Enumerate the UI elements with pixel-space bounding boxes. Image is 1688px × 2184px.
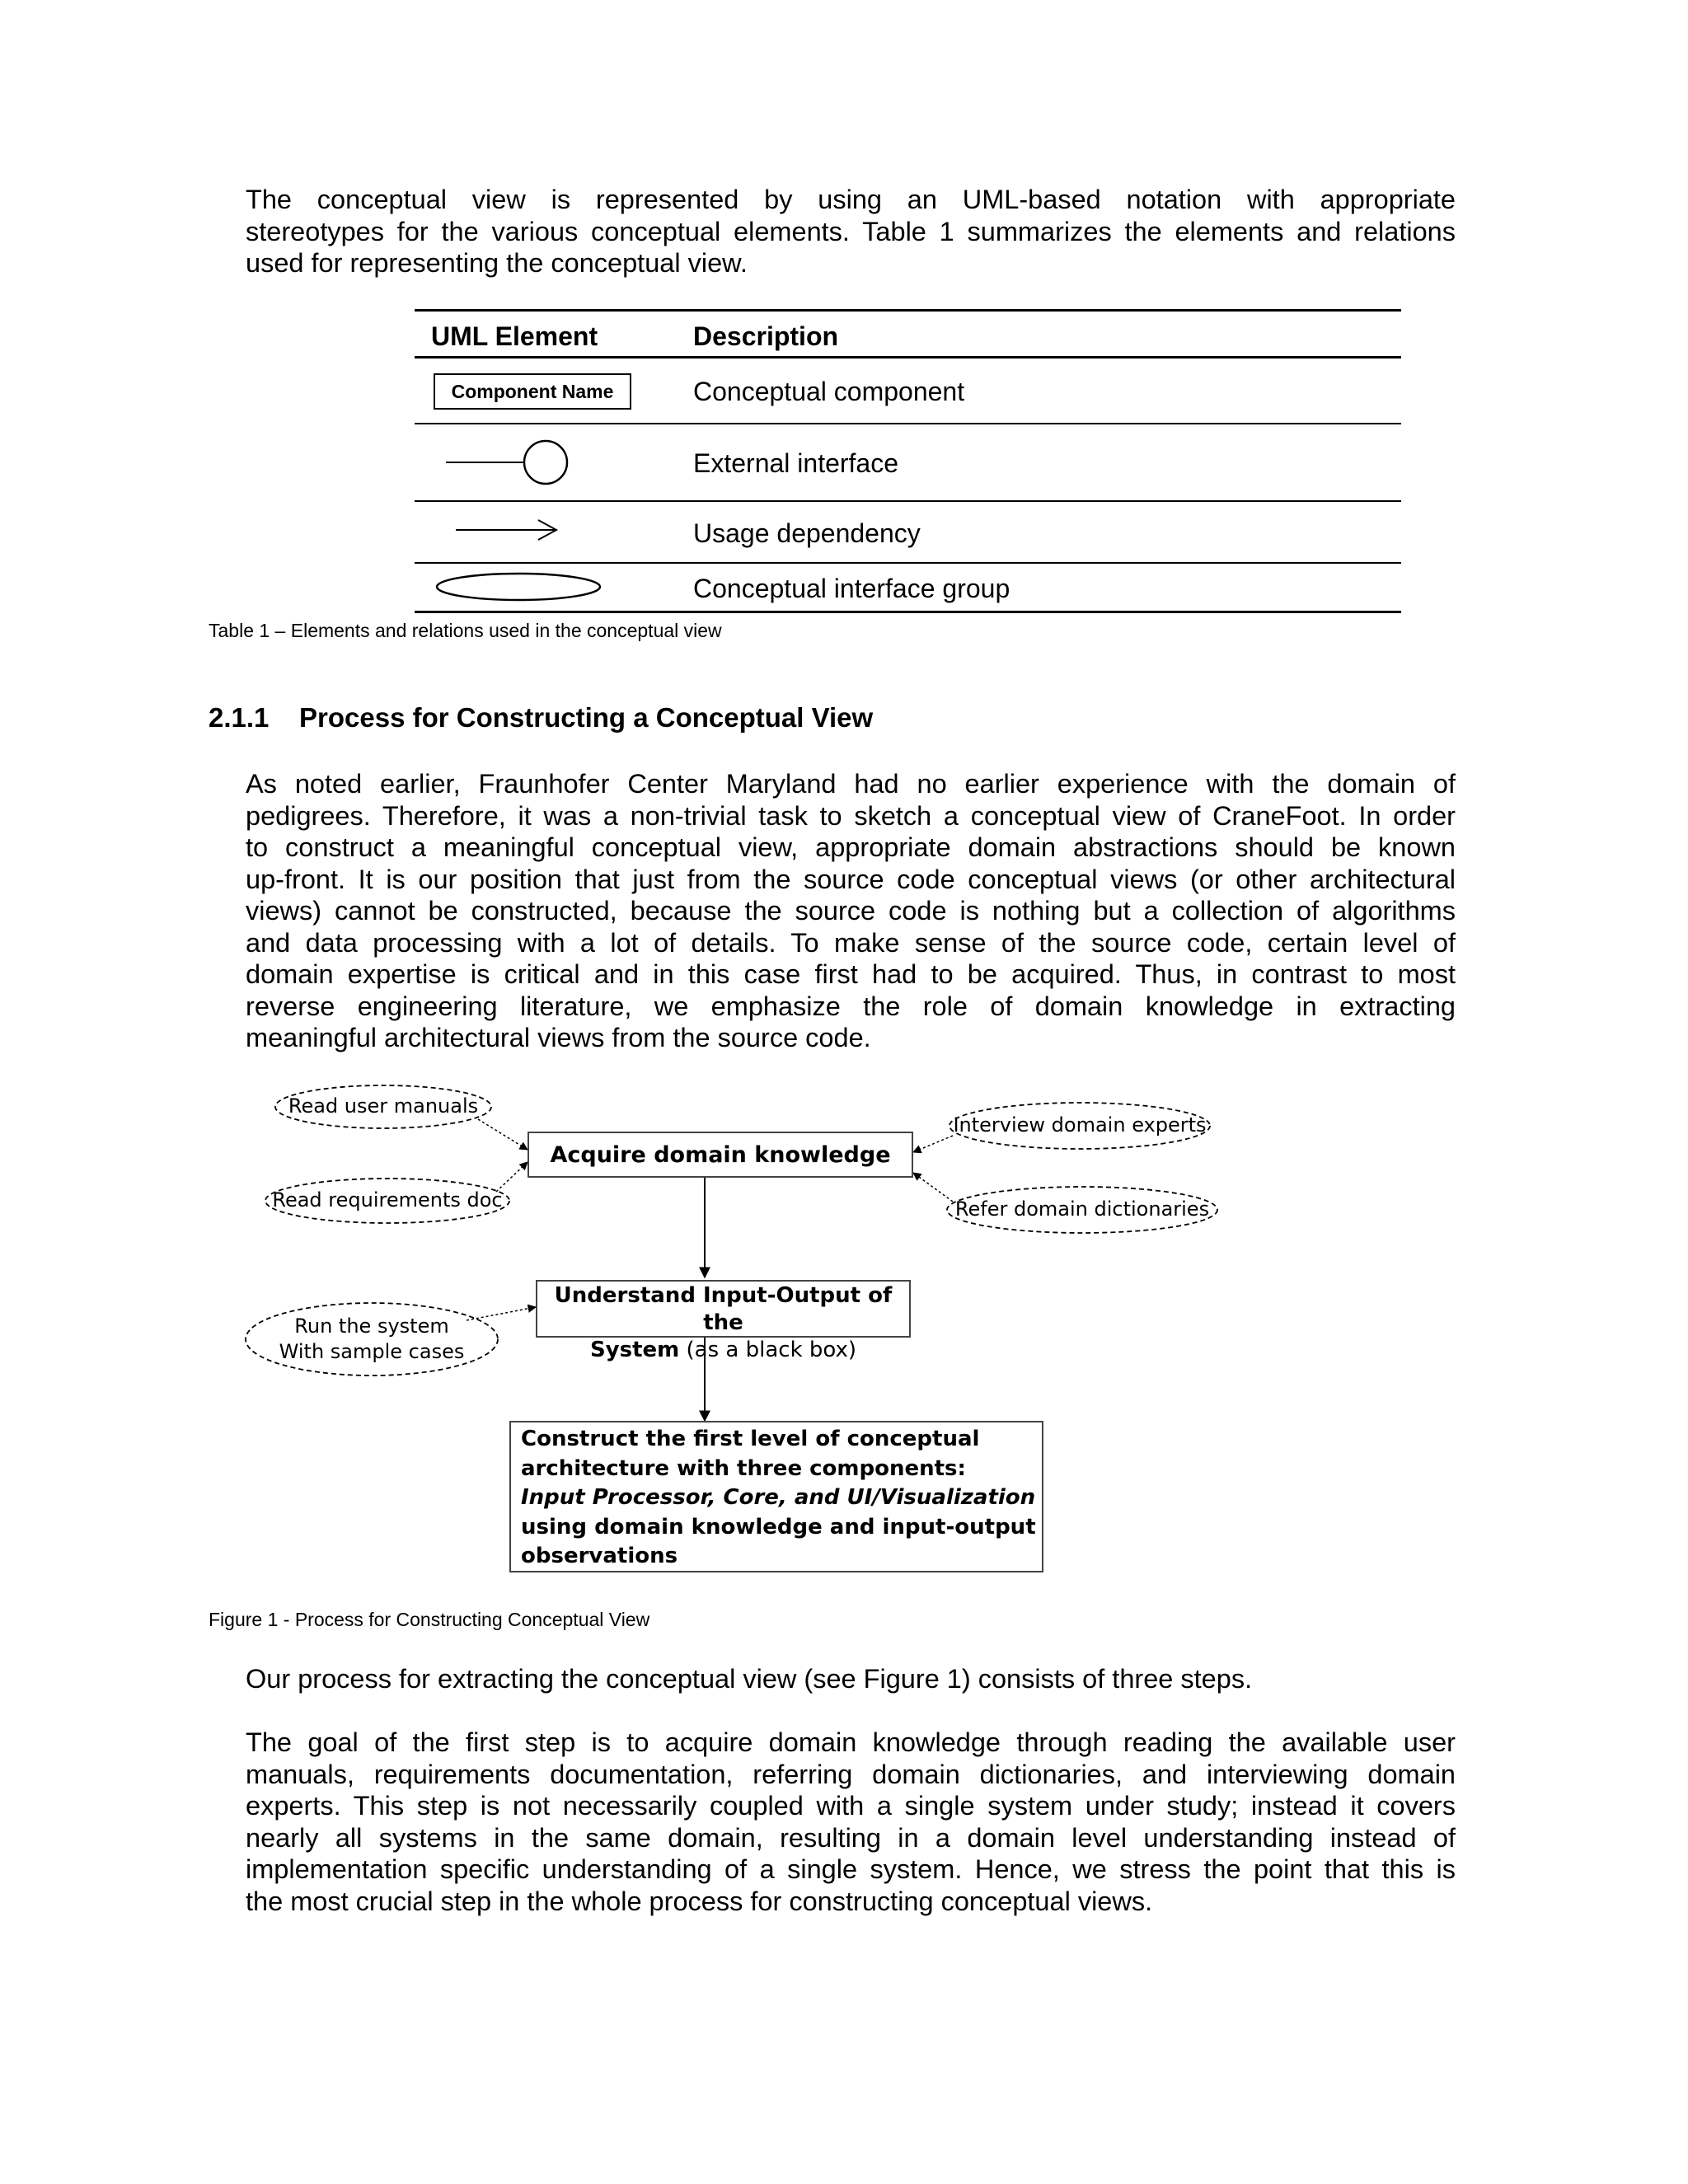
paragraph-line: domain expertise is critical and in this case first had to be acquired. Thus, in contrast to most	[246, 959, 1456, 989]
oval-label: Interview domain experts	[953, 1113, 1207, 1137]
paragraph-line: nearly all systems in the same domain, resulting in a domain level understanding instead of	[246, 1822, 1456, 1853]
table-row-description: Conceptual interface group	[693, 574, 1010, 603]
paragraph-line: the most crucial step in the whole process for constructing conceptual views.	[246, 1886, 1153, 1916]
table-header-uml-element: UML Element	[431, 321, 598, 351]
box-acquire-knowledge: Acquire domain knowledge	[528, 1132, 913, 1178]
box-line-rest: (as a black box)	[679, 1338, 857, 1362]
paragraph-line: implementation specific understanding of a single system. Hence, we stress the point that this is	[246, 1854, 1456, 1884]
oval-label: Refer domain dictionaries	[954, 1197, 1210, 1221]
oval-label: Read user manuals	[288, 1094, 479, 1118]
box-line: Understand Input-Output of the	[554, 1283, 893, 1335]
figure-caption: Figure 1 - Process for Constructing Conceptual View	[209, 1609, 650, 1630]
box-line-bold: System	[589, 1338, 680, 1362]
box-understand-io	[536, 1280, 911, 1362]
oval-label-line: With sample cases	[279, 1340, 465, 1363]
paragraph-line: experts. This step is not necessarily coupled with a single system under study; instead it covers	[246, 1791, 1456, 1821]
box-construct-architecture	[509, 1421, 1043, 1572]
paragraph-line: reverse engineering literature, we emphasize the role of domain knowledge in extracting	[246, 991, 1456, 1021]
table-caption: Table 1 – Elements and relations used in the conceptual view	[209, 620, 722, 641]
table-row-description: External interface	[693, 448, 899, 478]
paragraph-line: up-front. It is our position that just from the source code conceptual views (or other architectural	[246, 864, 1456, 894]
paragraph-line: and data processing with a lot of details. To make sense of the source code, certain level of	[246, 927, 1456, 958]
table-row-description: Usage dependency	[693, 518, 921, 548]
oval-label-line: Run the system	[294, 1315, 449, 1338]
section-number: 2.1.1	[209, 702, 270, 733]
box-line: Input Processor, Core, and UI/Visualization	[521, 1485, 1036, 1510]
paragraph-line: The goal of the first step is to acquire domain knowledge through reading the available user	[246, 1727, 1456, 1757]
oval-label	[246, 1314, 498, 1365]
paragraph-line: Our process for extracting the conceptual view (see Figure 1) consists of three steps.	[246, 1664, 1253, 1694]
box-line: observations	[521, 1544, 678, 1568]
table-row-description: Conceptual component	[693, 377, 965, 406]
oval-label: Read requirements doc	[272, 1188, 503, 1212]
connector-manuals	[478, 1119, 528, 1150]
connector-experts	[913, 1136, 953, 1152]
paragraph-line: meaningful architectural views from the source code.	[246, 1023, 871, 1052]
section-title: Process for Constructing a Conceptual View	[299, 702, 874, 733]
box-line: Construct the first level of conceptual	[521, 1427, 980, 1451]
paragraph-line: stereotypes for the various conceptual elements. Table 1 summarizes the elements and relations	[246, 216, 1456, 246]
paragraph-line: The conceptual view is represented by using an UML-based notation with appropriate	[246, 185, 1456, 214]
paragraph-line: used for representing the conceptual view.	[246, 248, 748, 278]
body-paragraph	[246, 1727, 1456, 1917]
box-line: using domain knowledge and input-output	[521, 1514, 1036, 1540]
component-box-symbol: Component Name	[434, 373, 631, 410]
paragraph-line: pedigrees. Therefore, it was a non-trivial task to sketch a conceptual view of CraneFoot. In order	[246, 800, 1456, 831]
body-paragraph	[246, 1663, 1456, 1695]
table-header-description: Description	[693, 321, 839, 351]
paragraph-line: to construct a meaningful conceptual view, appropriate domain abstractions should be known	[246, 832, 1456, 862]
paragraph-line: views) cannot be constructed, because the source code is nothing but a collection of algorithms	[246, 896, 1456, 926]
paragraph-line: manuals, requirements documentation, referring domain dictionaries, and interviewing domain	[246, 1759, 1456, 1789]
box-line: architecture with three components:	[521, 1455, 966, 1481]
paragraph-line: As noted earlier, Fraunhofer Center Maryland had no earlier experience with the domain of	[246, 769, 1456, 799]
